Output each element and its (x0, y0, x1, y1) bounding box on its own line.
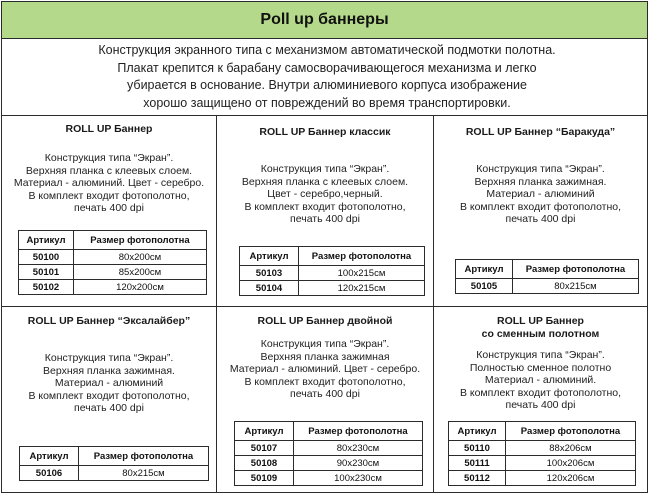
table-row (449, 441, 636, 456)
description-line: Конструкция типа “Экран”. (44, 152, 174, 164)
table-row (235, 441, 423, 456)
product-title (2, 315, 216, 328)
product-title-line: ROLL UP Баннер “Эксалайбер” (27, 315, 191, 327)
description-line: Полностью сменное полотно (469, 361, 612, 374)
column-header-article: Артикул (456, 260, 513, 279)
description-line: печать 400 dpi (290, 388, 360, 400)
article-cell: 50103 (240, 266, 299, 281)
intro-text (22, 42, 632, 112)
description-line: В комплект входит фотополотно, (244, 200, 406, 213)
product-description (2, 352, 216, 415)
description-line: печать 400 dpi (74, 202, 144, 214)
article-cell: 50102 (19, 280, 74, 295)
column-header-size: Размер фотополотна (294, 422, 423, 441)
description-line: Верхняя планка зажимная. (474, 175, 607, 188)
product-description (217, 163, 433, 226)
size-cell: 88x206см (506, 441, 636, 456)
product-title-line: ROLL UP Баннер классик (259, 126, 391, 138)
size-cell: 85x200см (74, 265, 207, 280)
product-title (434, 315, 647, 341)
product-card-replaceable (434, 315, 647, 412)
product-card-classic (217, 126, 433, 226)
product-description (217, 338, 433, 401)
spec-table (239, 246, 425, 296)
article-cell: 50100 (19, 250, 74, 265)
description-line: Материал - алюминий. (484, 374, 597, 386)
table-header-row (456, 260, 639, 279)
table-row (240, 281, 425, 296)
description-line: В комплект входит фотополотно, (459, 200, 622, 213)
table-row (449, 471, 636, 486)
article-cell: 50107 (235, 441, 294, 456)
table-row (235, 471, 423, 486)
grid-divider-middle (2, 306, 647, 307)
description-line: печать 400 dpi (505, 213, 576, 225)
description-line: Материал - алюминий (486, 188, 595, 200)
product-title (217, 126, 433, 139)
spec-table (448, 421, 636, 486)
description-line: Конструкция типа “Экран”. (260, 338, 390, 350)
article-cell: 50101 (19, 265, 74, 280)
table-header-row (20, 447, 209, 466)
intro-line: Плакат крепится к барабану самосворачивающегося механизма и легко (117, 60, 537, 75)
table-row (235, 456, 423, 471)
size-cell: 100x215см (299, 266, 425, 281)
product-card-roll-up (2, 123, 216, 215)
description-line: Конструкция типа “Экран”. (260, 163, 390, 175)
product-title-line: со сменным полотном (481, 328, 600, 340)
description-line: Конструкция типа “Экран”. (476, 163, 605, 175)
grid-divider-top (2, 115, 647, 116)
description-line: Материал - алюминий. Цвет - серебро. (229, 363, 421, 375)
description-line: печать 400 dpi (74, 402, 144, 414)
size-cell: 80x230см (294, 441, 423, 456)
table-row (19, 250, 207, 265)
size-cell: 90x230см (294, 456, 423, 471)
spec-table (455, 259, 639, 294)
column-header-size: Размер фотополотна (506, 422, 636, 441)
article-cell: 50112 (449, 471, 506, 486)
intro-line: убирается в основание. Внутри алюминиевого корпуса изображение (127, 78, 527, 92)
product-card-double (217, 315, 433, 401)
catalog-sheet (1, 1, 648, 493)
table-header-row (19, 231, 207, 250)
column-header-size: Размер фотополотна (74, 231, 207, 250)
description-line: печать 400 dpi (505, 399, 576, 411)
page-title: Poll up баннеры (2, 2, 647, 39)
description-line: В комплект входит фотополотно, (244, 375, 406, 388)
product-title-line: ROLL UP Баннер (497, 315, 584, 327)
article-cell: 50108 (235, 456, 294, 471)
column-header-article: Артикул (235, 422, 294, 441)
table-row (19, 280, 207, 295)
table-header-row (235, 422, 423, 441)
description-line: В комплект входит фотополотно, (28, 389, 190, 402)
product-description (434, 163, 647, 226)
product-card-barracuda (434, 126, 647, 226)
size-cell: 80x215см (513, 279, 639, 294)
table-header-row (449, 422, 636, 441)
description-line: Материал - алюминий (54, 377, 164, 389)
description-line: Верхняя планка с клеевых слоем. (25, 164, 193, 177)
description-line: печать 400 dpi (290, 213, 360, 225)
size-cell: 120x200см (74, 280, 207, 295)
column-header-size: Размер фотополотна (299, 247, 425, 266)
description-line: Конструкция типа “Экран”. (476, 349, 605, 361)
column-header-article: Артикул (20, 447, 79, 466)
product-title (2, 123, 216, 136)
column-header-article: Артикул (240, 247, 299, 266)
column-header-article: Артикул (449, 422, 506, 441)
description-line: Цвет - серебро,черный. (267, 188, 383, 200)
spec-table (234, 421, 423, 486)
article-cell: 50105 (456, 279, 513, 294)
article-cell: 50104 (240, 281, 299, 296)
product-description (2, 152, 216, 215)
description-line: Верхняя планка зажимная. (43, 364, 175, 377)
spec-table (18, 230, 207, 295)
column-header-article: Артикул (19, 231, 74, 250)
table-row (456, 279, 639, 294)
product-title-line: ROLL UP Баннер двойной (257, 315, 393, 327)
article-cell: 50109 (235, 471, 294, 486)
article-cell: 50106 (20, 466, 79, 481)
product-title (217, 315, 433, 328)
table-row (240, 266, 425, 281)
intro-line: Конструкция экранного типа с механизмом автоматической подмотки полотна. (98, 43, 556, 57)
description-line: Верхняя планка с клеевых слоем. (241, 175, 409, 188)
product-card-excalibur (2, 315, 216, 415)
product-title (434, 126, 647, 139)
table-row (449, 456, 636, 471)
size-cell: 120x206см (506, 471, 636, 486)
description-line: Конструкция типа “Экран”. (44, 352, 174, 364)
size-cell: 80x200см (74, 250, 207, 265)
table-row (20, 466, 209, 481)
table-header-row (240, 247, 425, 266)
intro-line: хорошо защищено от повреждений во время транспортировки. (143, 95, 511, 110)
column-header-size: Размер фотополотна (513, 260, 639, 279)
article-cell: 50111 (449, 456, 506, 471)
spec-table (19, 446, 209, 481)
product-description (434, 349, 647, 412)
size-cell: 100x206см (506, 456, 636, 471)
table-row (19, 265, 207, 280)
column-header-size: Размер фотополотна (79, 447, 209, 466)
product-title-line: ROLL UP Баннер (65, 123, 153, 135)
size-cell: 120x215см (299, 281, 425, 296)
description-line: В комплект входит фотополотно, (459, 386, 622, 399)
product-title-line: ROLL UP Баннер “Баракуда” (465, 126, 616, 138)
description-line: В комплект входит фотополотно, (28, 189, 190, 202)
description-line: Материал - алюминий. Цвет - серебро. (13, 177, 205, 189)
size-cell: 80x215см (79, 466, 209, 481)
size-cell: 100x230см (294, 471, 423, 486)
description-line: Верхняя планка зажимная (260, 350, 390, 363)
article-cell: 50110 (449, 441, 506, 456)
